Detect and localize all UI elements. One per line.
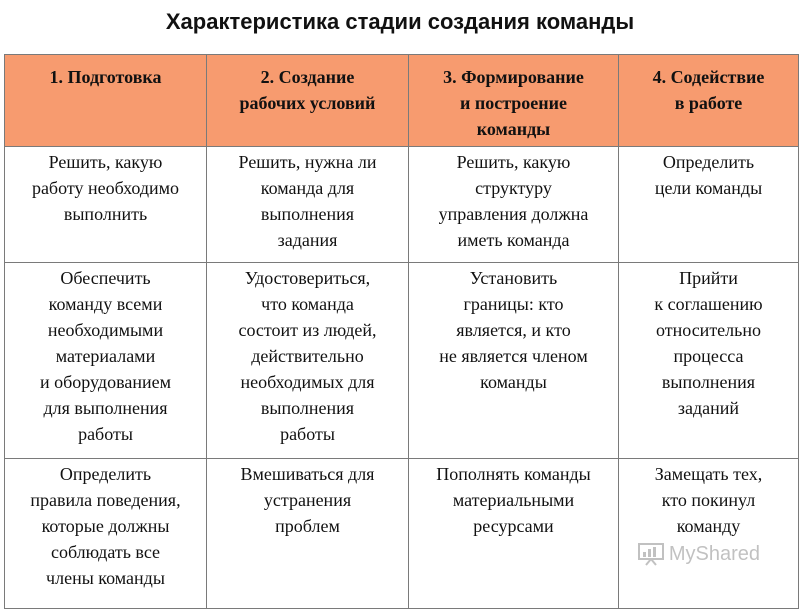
cell-text: Замещать тех, кто покинул команду [654, 464, 763, 536]
table-cell [619, 147, 799, 263]
column-header-conditions [207, 55, 409, 147]
table-cell [5, 263, 207, 459]
cell-text: Обеспечить команду всеми необходимыми материалами и оборудованием для выполнения работы [40, 268, 171, 444]
cell-text: Решить, нужна ли команда для выполнения задания [238, 152, 377, 250]
table-row [5, 147, 799, 263]
column-header-label: 1. Подготовка [49, 67, 162, 87]
column-header-label: 3. Формирование и построение команды [443, 67, 584, 139]
table-cell [207, 263, 409, 459]
myshared-watermark [637, 542, 760, 566]
table-row [5, 263, 799, 459]
column-header-support [619, 55, 799, 147]
table-cell [409, 147, 619, 263]
table-cell [619, 459, 799, 609]
cell-text: Решить, какую структуру управления должна иметь команда [438, 152, 589, 250]
cell-text: Определить правила поведения, которые должны соблюдать все члены команды [30, 464, 181, 588]
cell-text: Пополнять команды материальными ресурсами [436, 464, 591, 536]
team-stage-table [4, 54, 799, 609]
cell-text: Решить, какую работу необходимо выполнить [31, 152, 180, 224]
table-cell [5, 459, 207, 609]
table-cell [409, 263, 619, 459]
table-cell [619, 263, 799, 459]
table-row [5, 459, 799, 609]
column-header-label: 2. Создание рабочих условий [239, 67, 376, 113]
table-header-row [5, 55, 799, 147]
table-cell [207, 459, 409, 609]
cell-text: Прийти к соглашению относительно процесса выполнения заданий [654, 268, 763, 418]
column-header-preparation [5, 55, 207, 147]
table-cell [409, 459, 619, 609]
table-cell [207, 147, 409, 263]
column-header-label: 4. Содействие в работе [652, 67, 765, 113]
table-cell [5, 147, 207, 263]
page-title: Характеристика стадии создания команды [165, 9, 635, 34]
cell-text: Удостовериться, что команда состоит из людей, действительно необходимых для выполнения работы [238, 268, 377, 444]
column-header-formation [409, 55, 619, 147]
presentation-board-icon [637, 542, 665, 566]
watermark-text: MyShared [668, 542, 760, 565]
cell-text: Вмешиваться для устранения проблем [240, 464, 375, 536]
cell-text: Установить границы: кто является, и кто не является членом команды [439, 268, 588, 392]
cell-text: Определить цели команды [654, 152, 763, 198]
